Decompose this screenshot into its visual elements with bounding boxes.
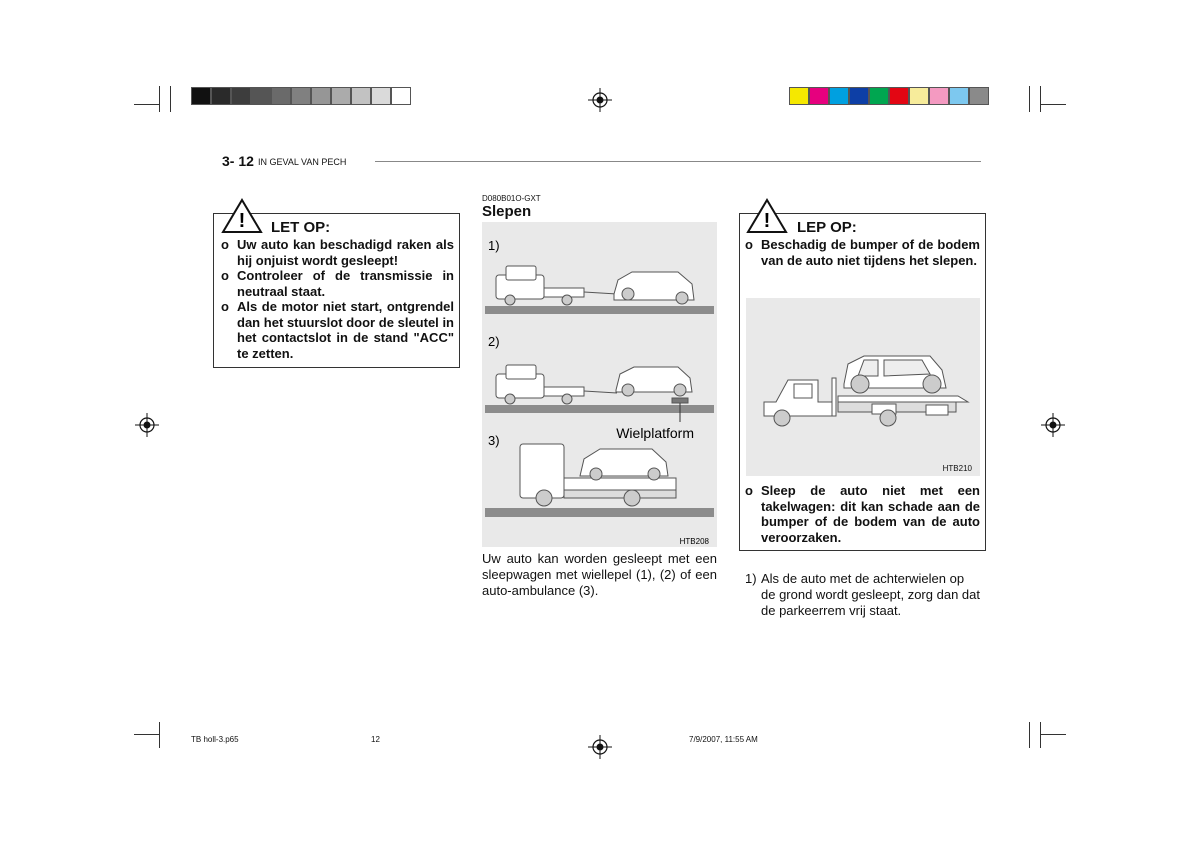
towing-paragraph: Uw auto kan worden gesleept met een sleepwagen met wiellepel (1), (2) of een auto-ambulance (3). <box>482 551 717 598</box>
header-rule <box>375 161 981 162</box>
warning-glyph: ! <box>763 210 771 232</box>
warning-item-1: o Beschadig de bumper of de bodem van de auto niet tijdens het slepen. <box>745 237 980 268</box>
color-swatch <box>351 87 371 105</box>
warning-triangle-icon <box>221 198 263 234</box>
figure-id: HTB210 <box>942 464 972 473</box>
crop-mark <box>159 722 160 748</box>
color-swatch <box>829 87 849 105</box>
towing-illustration <box>482 222 717 547</box>
warning-title: LET OP: <box>271 219 331 236</box>
crop-mark <box>1040 734 1066 735</box>
color-swatch <box>271 87 291 105</box>
tow-truck-illustration <box>746 298 980 476</box>
registration-mark-left <box>135 413 159 437</box>
crop-mark <box>1040 86 1041 112</box>
crop-mark <box>1040 722 1041 748</box>
note-number: 1) <box>745 571 757 586</box>
warning-item-2: o Sleep de auto niet met een takelwagen: dit kan schade aan de bumper of de bodem van de auto veroorzaken. <box>745 483 980 545</box>
color-swatch <box>191 87 211 105</box>
color-calibration-bar <box>789 87 989 105</box>
figure-label-3: 3) <box>488 433 500 448</box>
towed-car-2 <box>616 367 692 422</box>
registration-mark-bottom <box>588 735 612 759</box>
color-swatch <box>789 87 809 105</box>
gray-calibration-bar <box>191 87 411 105</box>
figure-label-2: 2) <box>488 334 500 349</box>
figure-id: HTB208 <box>679 537 709 546</box>
section-code: D080B01O-GXT <box>482 194 541 203</box>
color-swatch <box>909 87 929 105</box>
note-text: Als de auto met de achterwielen op de grond wordt gesleept, zorg dan dat de parkeerrem vrij staat. <box>761 571 980 618</box>
color-swatch <box>231 87 251 105</box>
color-swatch <box>929 87 949 105</box>
color-swatch <box>809 87 829 105</box>
color-swatch <box>371 87 391 105</box>
color-swatch <box>391 87 411 105</box>
towing-figure <box>482 222 717 547</box>
figure-label-1: 1) <box>488 238 500 253</box>
crop-mark <box>1040 104 1066 105</box>
warning-box-right <box>739 210 986 551</box>
color-swatch <box>311 87 331 105</box>
warning-title: LEP OP: <box>797 219 857 236</box>
registration-mark-right <box>1041 413 1065 437</box>
tow-truck-1 <box>496 266 617 305</box>
crop-mark <box>1029 86 1030 112</box>
warning-triangle-icon <box>746 198 788 234</box>
color-swatch <box>331 87 351 105</box>
tow-truck-figure <box>746 298 980 476</box>
footer-file: TB holl-3.p65 <box>191 735 239 744</box>
warning-box-left <box>213 210 460 368</box>
color-swatch <box>211 87 231 105</box>
warning-list <box>221 237 454 361</box>
carried-car <box>580 449 668 480</box>
color-swatch <box>889 87 909 105</box>
list-item: o Controleer of de transmissie in neutraal staat. <box>221 268 454 299</box>
towed-car-1 <box>614 272 694 304</box>
list-item: o Uw auto kan beschadigd raken als hij onjuist wordt gesleept! <box>221 237 454 268</box>
crop-mark <box>170 86 171 112</box>
registration-mark-top <box>588 88 612 112</box>
wheel-platform-callout: Wielplatform <box>616 425 694 441</box>
crop-mark <box>134 734 160 735</box>
color-swatch <box>849 87 869 105</box>
page-number: 3- 12 <box>222 153 254 169</box>
color-swatch <box>949 87 969 105</box>
warning-glyph: ! <box>238 210 246 232</box>
crop-mark <box>1029 722 1030 748</box>
color-swatch <box>251 87 271 105</box>
crop-mark <box>159 86 160 112</box>
tow-truck-2 <box>496 365 617 404</box>
color-swatch <box>869 87 889 105</box>
color-swatch <box>291 87 311 105</box>
crop-mark <box>134 104 160 105</box>
color-swatch <box>969 87 989 105</box>
section-heading: Slepen <box>482 203 532 220</box>
footer-page: 12 <box>371 735 380 744</box>
section-title: IN GEVAL VAN PECH <box>258 157 347 167</box>
footer-date: 7/9/2007, 11:55 AM <box>689 735 758 744</box>
list-item: o Als de motor niet start, ontgrendel dan het stuurslot door de sleutel in het contactslot in de stand "ACC" te zetten. <box>221 299 454 361</box>
